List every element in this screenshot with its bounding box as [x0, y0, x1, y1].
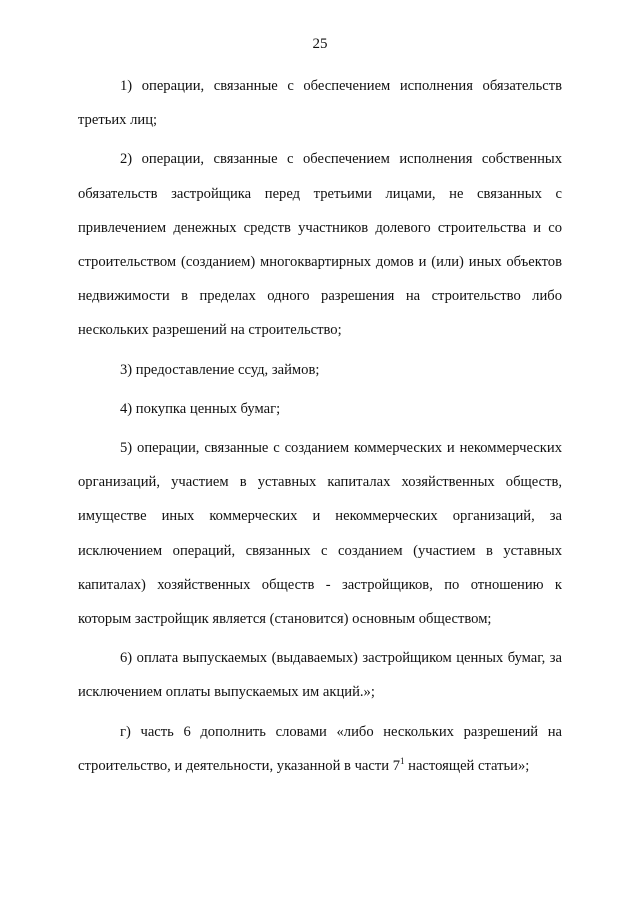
document-body: [78, 69, 562, 783]
paragraph-item-6: 6) оплата выпускаемых (выдаваемых) застройщиком ценных бумаг, за исключением оплаты выпускаемых им акций.»;: [78, 650, 562, 701]
paragraph-item-3: 3) предоставление ссуд, займов;: [120, 361, 320, 378]
paragraph-item-2: 2) операции, связанные с обеспечением исполнения собственных обязательств застройщика перед третьими лицами, не связанных с привлечением денежных средств участников долевого строительства и со строительством (созданием) многоквартирных домов и (или) иных объектов недвижимости в пределах одного разрешения на строительство либо нескольких разрешений на строительство;: [78, 151, 562, 339]
paragraph-item-1: 1) операции, связанные с обеспечением исполнения обязательств третьих лиц;: [78, 78, 562, 129]
amendment-text-after: настоящей статьи»;: [404, 757, 530, 774]
page-number: 25: [312, 36, 328, 52]
article-part-superscript: 1: [400, 755, 405, 766]
paragraph-item-4: 4) покупка ценных бумаг;: [120, 400, 281, 417]
paragraph-amendment-g: [78, 715, 562, 783]
amendment-text-before: г) часть 6 дополнить словами «либо нескольких разрешений на строительство, и деятельности, указанной в части 7: [78, 723, 562, 774]
paragraph-item-5: 5) операции, связанные с созданием коммерческих и некоммерческих организаций, участием в уставных капиталах хозяйственных обществ, имуществе иных коммерческих и некоммерческих организаций, за исключением операций, связанных с созданием (участием в уставных капиталах) хозяйственных обществ - застройщиков, по отношению к которым застройщик является (становится) основным обществом;: [78, 440, 562, 628]
